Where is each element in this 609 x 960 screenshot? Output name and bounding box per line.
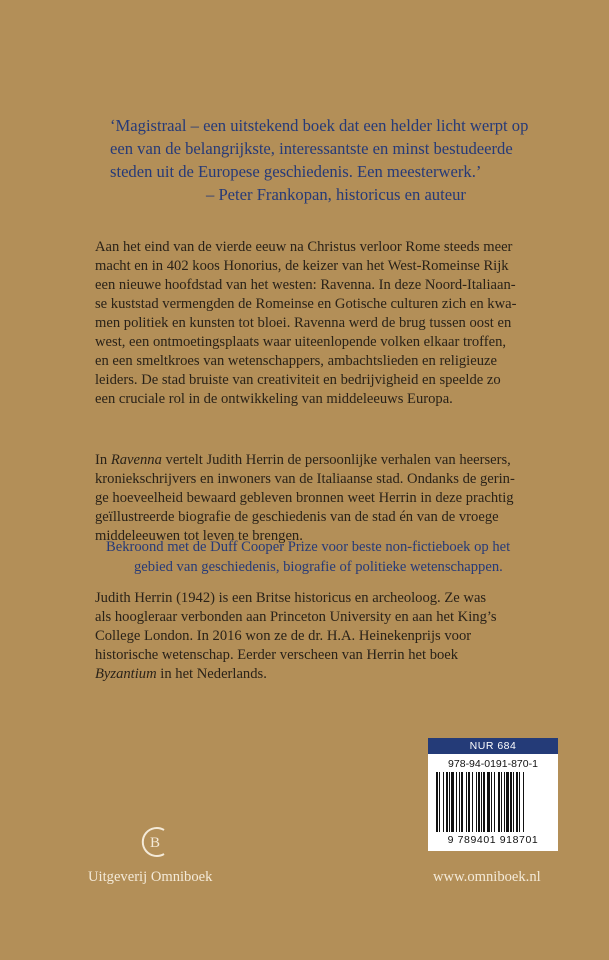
isbn-label: 978-94-0191-870-1 xyxy=(448,758,538,770)
barcode-bar xyxy=(446,772,448,832)
author-bio xyxy=(95,589,575,684)
text-segment: In xyxy=(95,452,111,468)
barcode-bar xyxy=(506,772,509,832)
book-title-italic: Byzantium xyxy=(95,666,157,682)
barcode-bar xyxy=(501,772,502,832)
omniboek-logo-icon xyxy=(137,822,173,862)
barcode-bar xyxy=(472,772,473,832)
quote-line: steden uit de Europese geschiedenis. Een meesterwerk.’ xyxy=(110,162,482,181)
text-line xyxy=(95,451,575,470)
text-segment: vertelt Judith Herrin de persoonlijke verhalen van heersers, xyxy=(161,452,511,468)
text-line: en een smeltkroes van wetenschappers, ambachtslieden en religieuze xyxy=(95,353,497,369)
barcode-bar xyxy=(436,772,438,832)
barcode-bar xyxy=(451,772,454,832)
barcode-bar xyxy=(504,772,505,832)
text-line: men politiek en kunsten tot bloei. Ravenna werd de brug tussen oost en xyxy=(95,315,512,331)
text-line: middeleeuwen tot leven te brengen. xyxy=(95,528,303,544)
text-line: west, een ontmoetingsplaats waar uiteenlopende volken elkaar troffen, xyxy=(95,334,507,350)
barcode-bar xyxy=(491,772,492,832)
text-line: ge hoeveelheid bewaard gebleven bronnen weet Herrin in deze prachtig xyxy=(95,490,514,506)
barcode-bar xyxy=(498,772,500,832)
barcode-bars xyxy=(436,772,550,832)
review-quote xyxy=(110,114,580,206)
text-line: Aan het eind van de vierde eeuw na Christus verloor Rome steeds meer xyxy=(95,239,513,255)
text-line: leiders. De stad bruiste van creativiteit en bedrijvigheid en speelde zo xyxy=(95,372,501,388)
book-title-italic: Ravenna xyxy=(110,452,162,468)
barcode-bar xyxy=(476,772,477,832)
text-line xyxy=(95,665,575,684)
barcode-bar xyxy=(456,772,457,832)
barcode-bar xyxy=(439,772,440,832)
text-line: Judith Herrin (1942) is een Britse historicus en archeoloog. Ze was xyxy=(95,590,487,606)
barcode-bar xyxy=(494,772,495,832)
text-line: historische wetenschap. Eerder verscheen van Herrin het boek xyxy=(95,647,459,663)
text-line: se kuststad vermengden de Romeinse en Gotische culturen zich en kwa- xyxy=(95,296,517,312)
award-note xyxy=(106,537,576,577)
text-line: College London. In 2016 won ze de dr. H.A. Heinekenprijs voor xyxy=(95,628,472,644)
barcode-bar xyxy=(459,772,460,832)
isbn-digits: 9 789401 918701 xyxy=(447,834,539,846)
text-line: een cruciale rol in de ontwikkeling van middeleeuws Europa. xyxy=(95,391,453,407)
barcode-bar xyxy=(513,772,514,832)
barcode-bar xyxy=(443,772,444,832)
barcode-bar xyxy=(523,772,524,832)
award-line: Bekroond met de Duff Cooper Prize voor beste non-fictieboek op het xyxy=(106,539,511,555)
nur-code: NUR 684 xyxy=(428,738,558,754)
logo-letter: B xyxy=(149,835,161,851)
barcode-bar xyxy=(487,772,490,832)
quote-line: een van de belangrijkste, interessantste en minst bestudeerde xyxy=(110,139,513,158)
barcode-bar xyxy=(449,772,450,832)
barcode xyxy=(428,754,558,851)
barcode-bar xyxy=(466,772,467,832)
text-line: een nieuwe hoofdstad van het westen: Ravenna. In deze Noord-Italiaan- xyxy=(95,277,516,293)
award-line: gebied van geschiedenis, biografie of politieke wetenschappen. xyxy=(134,559,503,575)
synopsis-paragraph-1 xyxy=(95,238,575,409)
text-line: geïllustreerde biografie de geschiedenis van de stad én van de vroege xyxy=(95,509,499,525)
barcode-bar xyxy=(516,772,518,832)
publisher-website: www.omniboek.nl xyxy=(433,869,541,885)
quote-attribution: – Peter Frankopan, historicus en auteur xyxy=(206,185,466,204)
publisher-name: Uitgeverij Omniboek xyxy=(88,869,213,885)
text-segment: in het Nederlands. xyxy=(156,666,267,682)
barcode-bar xyxy=(468,772,470,832)
barcode-bar xyxy=(481,772,482,832)
synopsis-paragraph-2 xyxy=(95,451,575,546)
barcode-bar xyxy=(483,772,485,832)
quote-line: ‘Magistraal – een uitstekend boek dat een helder licht werpt op xyxy=(110,116,529,135)
text-line: kroniekschrijvers en inwoners van de Italiaanse stad. Ondanks de gerin- xyxy=(95,471,515,487)
barcode-bar xyxy=(461,772,463,832)
text-line: als hoogleraar verbonden aan Princeton University en aan het King’s xyxy=(95,609,497,625)
text-line: macht en in 402 koos Honorius, de keizer van het West-Romeinse Rijk xyxy=(95,258,509,274)
barcode-bar xyxy=(478,772,480,832)
barcode-bar xyxy=(510,772,512,832)
barcode-bar xyxy=(519,772,520,832)
